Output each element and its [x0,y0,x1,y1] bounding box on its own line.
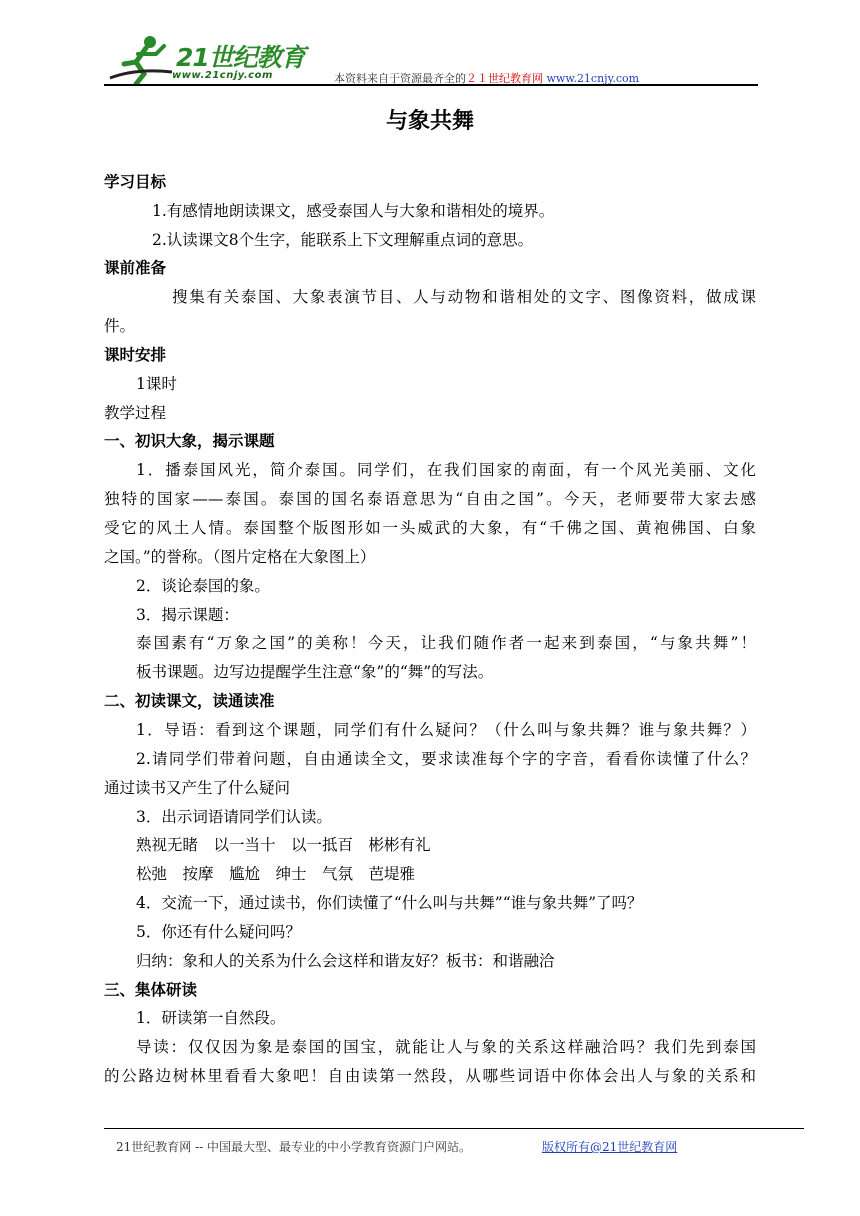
header-site-link[interactable]: ２１世纪教育网 [466,72,543,85]
vocab-row-2: 松弛 按摩 尴尬 绅士 气氛 芭堤雅 [136,865,416,883]
part1-para1-line1: 1．播泰国风光，简介泰国。同学们，在我们国家的南面，有一个风光美丽、文化 [136,461,756,479]
objective-item-2: 2.认读课文8个生字，能联系上下文理解重点词的意思。 [152,231,534,249]
runner-logo-icon [106,34,176,86]
preparation-text-cont: 件。 [104,317,136,335]
section-heading-objectives: 学习目标 [104,173,167,191]
section-heading-schedule: 课时安排 [104,346,167,364]
footer-copyright-link[interactable]: 版权所有@21世纪教育网 [542,1140,678,1154]
section-heading-preparation: 课前准备 [104,259,167,277]
page-header [104,28,758,86]
part1-item-3-text: 泰国素有“万象之国”的美称！今天，让我们随作者一起来到泰国，“与象共舞”！ [136,634,756,652]
document-title: 与象共舞 [385,109,474,134]
part2-summary: 归纳：象和人的关系为什么会这样和谐友好？板书：和谐融洽 [136,952,555,970]
header-divider [104,84,758,86]
section-heading-part-2: 二、初读课文，读通读准 [104,692,275,710]
section-heading-part-1: 一、初识大象，揭示课题 [104,432,275,450]
part2-item-2: 2.请同学们带着问题，自由通读全文，要求读准每个字的字音，看看你读懂了什么？ [136,750,756,768]
vocab-row-1: 熟视无睹 以一当十 以一抵百 彬彬有礼 [136,836,431,854]
part1-item-3: 3．揭示课题： [136,606,239,624]
header-url-link[interactable]: www.21cnjy.com [546,72,640,85]
part2-item-2-cont: 通过读书又产生了什么疑问 [104,779,291,797]
footer-site-description: 21世纪教育网 -- 中国最大型、最专业的中小学教育资源门户网站。 [116,1140,472,1154]
part1-item-2: 2．谈论泰国的象。 [136,577,270,595]
schedule-text: 1课时 [136,375,177,393]
logo-url: www.21cnjy.com [172,70,273,81]
part2-item-3: 3．出示词语请同学们认读。 [136,808,332,826]
section-heading-part-3: 三、集体研读 [104,981,198,999]
logo-wordmark: 21世纪教育 [176,43,305,72]
part1-para1-line3: 受它的风土人情。泰国整个版图形如一头威武的大象，有“千佛之国、黄袍佛国、白象 [104,519,756,537]
part2-item-4: 4．交流一下，通过读书，你们读懂了“什么叫与共舞”“谁与象共舞”了吗？ [136,894,643,912]
preparation-text: 搜集有关泰国、大象表演节目、人与动物和谐相处的文字、图像资料，做成课 [172,288,756,306]
part3-lead-line2: 的公路边树林里看看大象吧！自由读第一然段，从哪些词语中你体会出人与象的关系和 [104,1067,756,1085]
part1-para1-line2: 独特的国家——泰国。泰国的国名泰语意思为“自由之国”。今天，老师要带大家去感 [104,490,756,508]
site-logo[interactable] [106,34,306,86]
part3-item-1: 1．研读第一自然段。 [136,1009,286,1027]
footer-divider [104,1128,804,1129]
part1-item-3-note: 板书课题。边写边提醒学生注意“象”的“舞”的写法。 [136,663,494,681]
part3-lead-line1: 导读：仅仅因为象是泰国的国宝，就能让人与象的关系这样融洽吗？我们先到泰国 [136,1038,756,1056]
part1-para1-line4: 之国。”的誉称。（图片定格在大象图上） [104,548,376,566]
process-label: 教学过程 [104,404,167,422]
part2-item-1: 1．导语：看到这个课题，同学们有什么疑问？（什么叫与象共舞？谁与象共舞？） [136,721,756,739]
objective-item-1: 1.有感情地朗读课文，感受泰国人与大象和谐相处的境界。 [152,202,555,220]
header-note-prefix: 本资料来自于资源最齐全的 [334,72,466,85]
part2-item-5: 5．你还有什么疑问吗？ [136,923,301,941]
